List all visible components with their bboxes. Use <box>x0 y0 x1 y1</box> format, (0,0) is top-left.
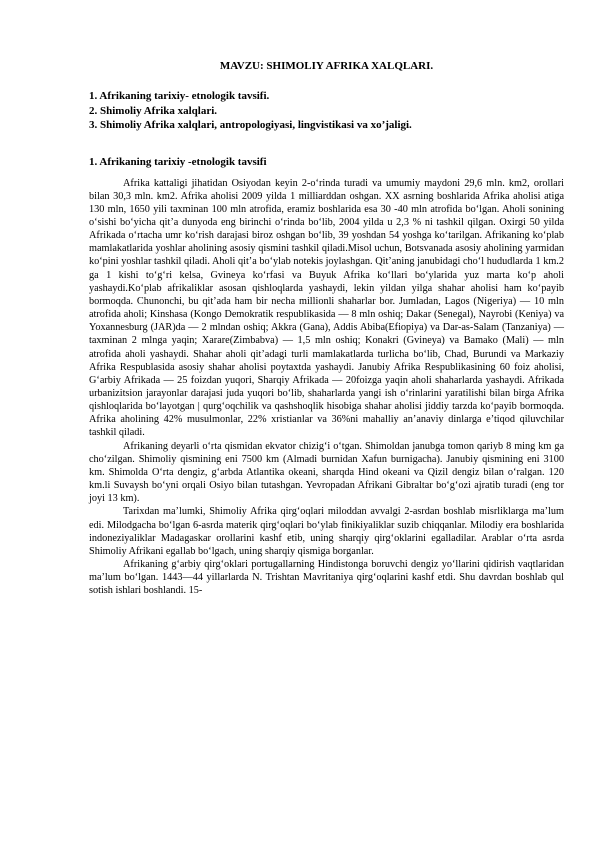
section-heading: 1. Afrikaning tarixiy -etnologik tavsifi <box>89 155 267 168</box>
body-text <box>89 177 564 598</box>
paragraph: Tarixdan ma’lumki, Shimoliy Afrika qirg‘oqlari miloddan avvalgi 2-asrdan boshlab misrliklarga ma’lum edi. Milodgacha bo‘lgan 6-asrda materik qirg‘oqlari bo‘ylab finikiyaliklar suzib chiqqanlar. Milodiy era boshlarida indoneziyaliklar Madagaskar orollarini kashf etib, uning sharqiy qirg‘oklarini egalladilar. Arablar o‘rta asrda Shimoliy Afrikani egallab bo‘lgach, uning sharqiy qismiga borganlar. <box>89 506 564 557</box>
paragraph: Afrikaning g‘arbiy qirg‘oklari portugallarning Hindistonga boruvchi dengiz yo‘llarini qidirish vaqtlaridan ma’lum bo‘lgan. 1443—44 yillarlarda N. Trishtan Mavritaniya qirg‘oqlarini kashf etdi. Shu davrdan boshlab qul sotish ishlari boshlandi. 15- <box>89 559 564 597</box>
outline-item: 3. Shimoliy Afrika xalqlari, antropologiyasi, lingvistikasi va xo’jaligi. <box>89 119 412 131</box>
outline-item: 2. Shimoliy Afrika xalqlari. <box>89 104 218 117</box>
outline-item: 1. Afrikaning tarixiy- etnologik tavsifi. <box>89 90 270 102</box>
topic-outline <box>89 89 564 133</box>
paragraph: Afrika kattaligi jihatidan Osiyodan keyin 2-o‘rinda turadi va umumiy maydoni 29,6 mln. km2, orollari bilan 30,3 mln. km2. Afrika aholisi 2009 yilda 1 milliarddan oshgan. XX asrning boshlarida Afrika aholisi atiga 130 mln, 1650 yili taxminan 100 mln atrofida, eramiz boshlarida esa 30 -40 mln atrofida bo‘lgan. Aholi sonining o‘sishi bo‘yicha qit’a dunyoda eng birinchi o‘rinda bo‘lib, 2004 yilda u 2,3 % ni tashkil qilgan. Oxirgi 50 yilda Afrikada o‘rtacha umr ko‘rish darajasi biroz oshgan bo‘lib, 39 yoshdan 54 yoshga ko‘tarilgan. Afrikaning ko‘plab mamlakatlarida yoshlar aholining asosiy qismini tashkil qiladi.Misol uchun, Botsvanada asosiy aholining yarmidan ko‘pini yoshlar tashkil qiladi. Aholi qit’a bo‘ylab notekis joylashgan. Qit’aning janubidagi cho‘l hududlarda 1 km.2 ga 1 kishi to‘g‘ri kelsa, Gvineya ko‘rfasi va Buyuk Afrika ko‘llari bo‘ylarida yuz marta ko‘p aholi yashaydi.Ko‘plab afrikaliklar asosan qishloqlarda yashaydi, lekin yildan yilga shahar aholisi ham ko‘payib bormoqda. Chunonchi, bu qit’ada ham bir necha millionli shaharlar bor. Jumladan, Lagos (Nigeriya) — 10 mln atrofida aholi; Kinshasa (Kongo Demokratik respublikasida — 8 mln oshiq; Dakar (Senegal), Nayrobi (Keniya) va Yoxannesburg (JAR)da — 2 mlndan oshiq; Akkra (Gana), Addis Abiba(Efiopiya) va Dar-as-Salam (Tanzaniya) — taxminan 2 mlnga yaqin; Xarare(Zimbabva) — 1,5 mln oshiq; Konakri (Gvineya) va Bamako (Mali) — mln atrofida aholi yashaydi. Shahar aholi qit’adagi turli mamlakatlarda turlicha bo‘lib, Chad, Burundi va Markaziy Afrika Respublasida asosiy shahar aholisi poytaxtda yashaydi. Janubiy Afrika Respublikasining 60 foiz aholisi, G‘arbiy Afrikada — 25 foizdan yuqori, Sharqiy Afrikada — 20foizga yaqin aholi shaharlarda yashaydi. Afrikada urbanizitsion jarayonlar darajasi juda yuqori bo‘lib, shaharlarda yangi ish o‘rinlarini yaratilishi bilan birga Afrika qishloqlarida bo‘layotgan | qurg‘oqchilik va qashshoqlik hisobiga shahar aholisi jiddiy tarzda ko‘payib bormoqda. Afrika aholining 42% musulmonlar, 22% xristianlar va 36%ni mahalliy an’anaviy dinlarga e’tiqod qiluvchilar tashkil qiladi. <box>89 177 564 439</box>
document-title: MAVZU: SHIMOLIY AFRIKA XALQLARI. <box>219 60 434 72</box>
paragraph: Afrikaning deyarli o‘rta qismidan ekvator chizig‘i o‘tgan. Shimoldan janubga tomon qariyb 8 ming km ga cho‘zilgan. Shimoliy qismining eni 7500 km (Almadi burnidan Xafun burnigacha). Janubiy qismining eni 3100 km. Shimolda O‘rta dengiz, g‘arbda Atlantika okeani, sharqda Hind okeani va Qizil dengiz bilan o‘ralgan. 120 km.li Suvaysh bo‘yni orqali Osiyo bilan tutashgan. Yevropadan Afrikani Gibraltar bo‘g‘ozi ajratib turadi (eng tor joyi 13 km). <box>89 440 564 505</box>
